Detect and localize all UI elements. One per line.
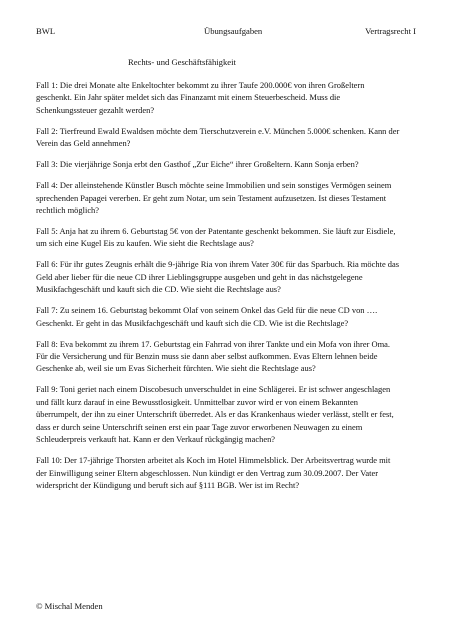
- case-9: Fall 9: Toni geriet nach einem Discobesuch unverschuldet in eine Schlägerei. Er ist schwer angeschlagen und fällt kurz darauf in eine Bewusstlosigkeit. Unmittelbar zuvor wird er von einem Bekannten überrumpelt, der ihn zu einer Unterschrift überredet. Als er das Krankenhaus wieder verlässt, stellt er fest, dass er durch seine Unterschrift seinen erst ein paar Tage zuvor erworbenen Neuwagen zu einem Schleuderpreis verkauft hat. Kann er den Verkauf rückgängig machen?: [36, 384, 394, 445]
- case-6: Fall 6: Für ihr gutes Zeugnis erhält die 9-jährige Ria von ihrem Vater 30€ für das Sparbuch. Ria möchte das Geld aber lieber für die neue CD ihrer Lieblingsgruppe ausgeben und geht in das nächstgelegene Musikfachgeschäft und kauft sich die CD. Wie sieht die Rechtslage aus?: [36, 259, 400, 295]
- case-1: Fall 1: Die drei Monate alte Enkeltochter bekommt zu ihrer Taufe 200.000€ von ihren Großeltern geschenkt. Ein Jahr später meldet sich das Finanzamt mit einem Steuerbescheid. Muss die Schenkungssteuer gezahlt werden?: [36, 80, 365, 115]
- case-5: Fall 5: Anja hat zu ihrem 6. Geburtstag 5€ von der Patentante geschenkt bekommen. Sie läuft zur Eisdiele, um sich eine Kugel Eis zu kaufen. Wie sieht die Rechtslage aus?: [36, 226, 396, 249]
- header-subject: BWL: [36, 26, 56, 36]
- case-8: Fall 8: Eva bekommt zu ihrem 17. Geburtstag ein Fahrrad von ihrer Tankte und ein Mofa von ihrer Oma. Für die Versicherung und für Benzin muss sie dann aber selbst aufkommen. Evas Eltern lehnen beide Geschenke ab, weil sie um Evas Sicherheit fürchten. Wie sieht die Rechtslage aus?: [36, 338, 391, 374]
- header-exercises: Übungsaufgaben: [204, 26, 263, 36]
- page-header: [36, 26, 416, 40]
- case-4: Fall 4: Der alleinstehende Künstler Busch möchte seine Immobilien und sein sonstiges Vermögen seinem sprechenden Papagei vererben. Er geht zum Notar, um sein Testament aufzusetzen. Ist dieses Testament rechtlich möglich?: [36, 180, 392, 216]
- case-list: [36, 79, 402, 500]
- case-3: Fall 3: Die vierjährige Sonja erbt den Gasthof „Zur Eiche“ ihrer Großeltern. Kann Sonja erben?: [36, 159, 359, 170]
- case-10: Fall 10: Der 17-jährige Thorsten arbeitet als Koch im Hotel Himmelsblick. Der Arbeitsvertrag wurde mit der Einwilligung seiner Eltern abgeschlossen. Nun kündigt er den Vertrag zum 30.09.2007. Der Vater widerspricht der Kündigung und beruft sich auf §111 BGB. Wer ist im Recht?: [36, 455, 391, 490]
- document-title: Rechts- und Geschäftsfähigkeit: [128, 57, 236, 67]
- header-topic: Vertragsrecht I: [365, 26, 416, 36]
- page-footer: © Mischal Menden: [36, 601, 103, 611]
- case-2: Fall 2: Tierfreund Ewald Ewaldsen möchte dem Tierschutzverein e.V. München 5.000€ schenken. Kann der Verein das Geld annehmen?: [36, 125, 400, 149]
- case-7: Fall 7: Zu seinem 16. Geburtstag bekommt Olaf von seinem Onkel das Geld für die neue CD von …. Geschenkt. Er geht in das Musikfachgeschäft und kauft sich die CD. Wie ist die Rechtslage?: [36, 305, 378, 328]
